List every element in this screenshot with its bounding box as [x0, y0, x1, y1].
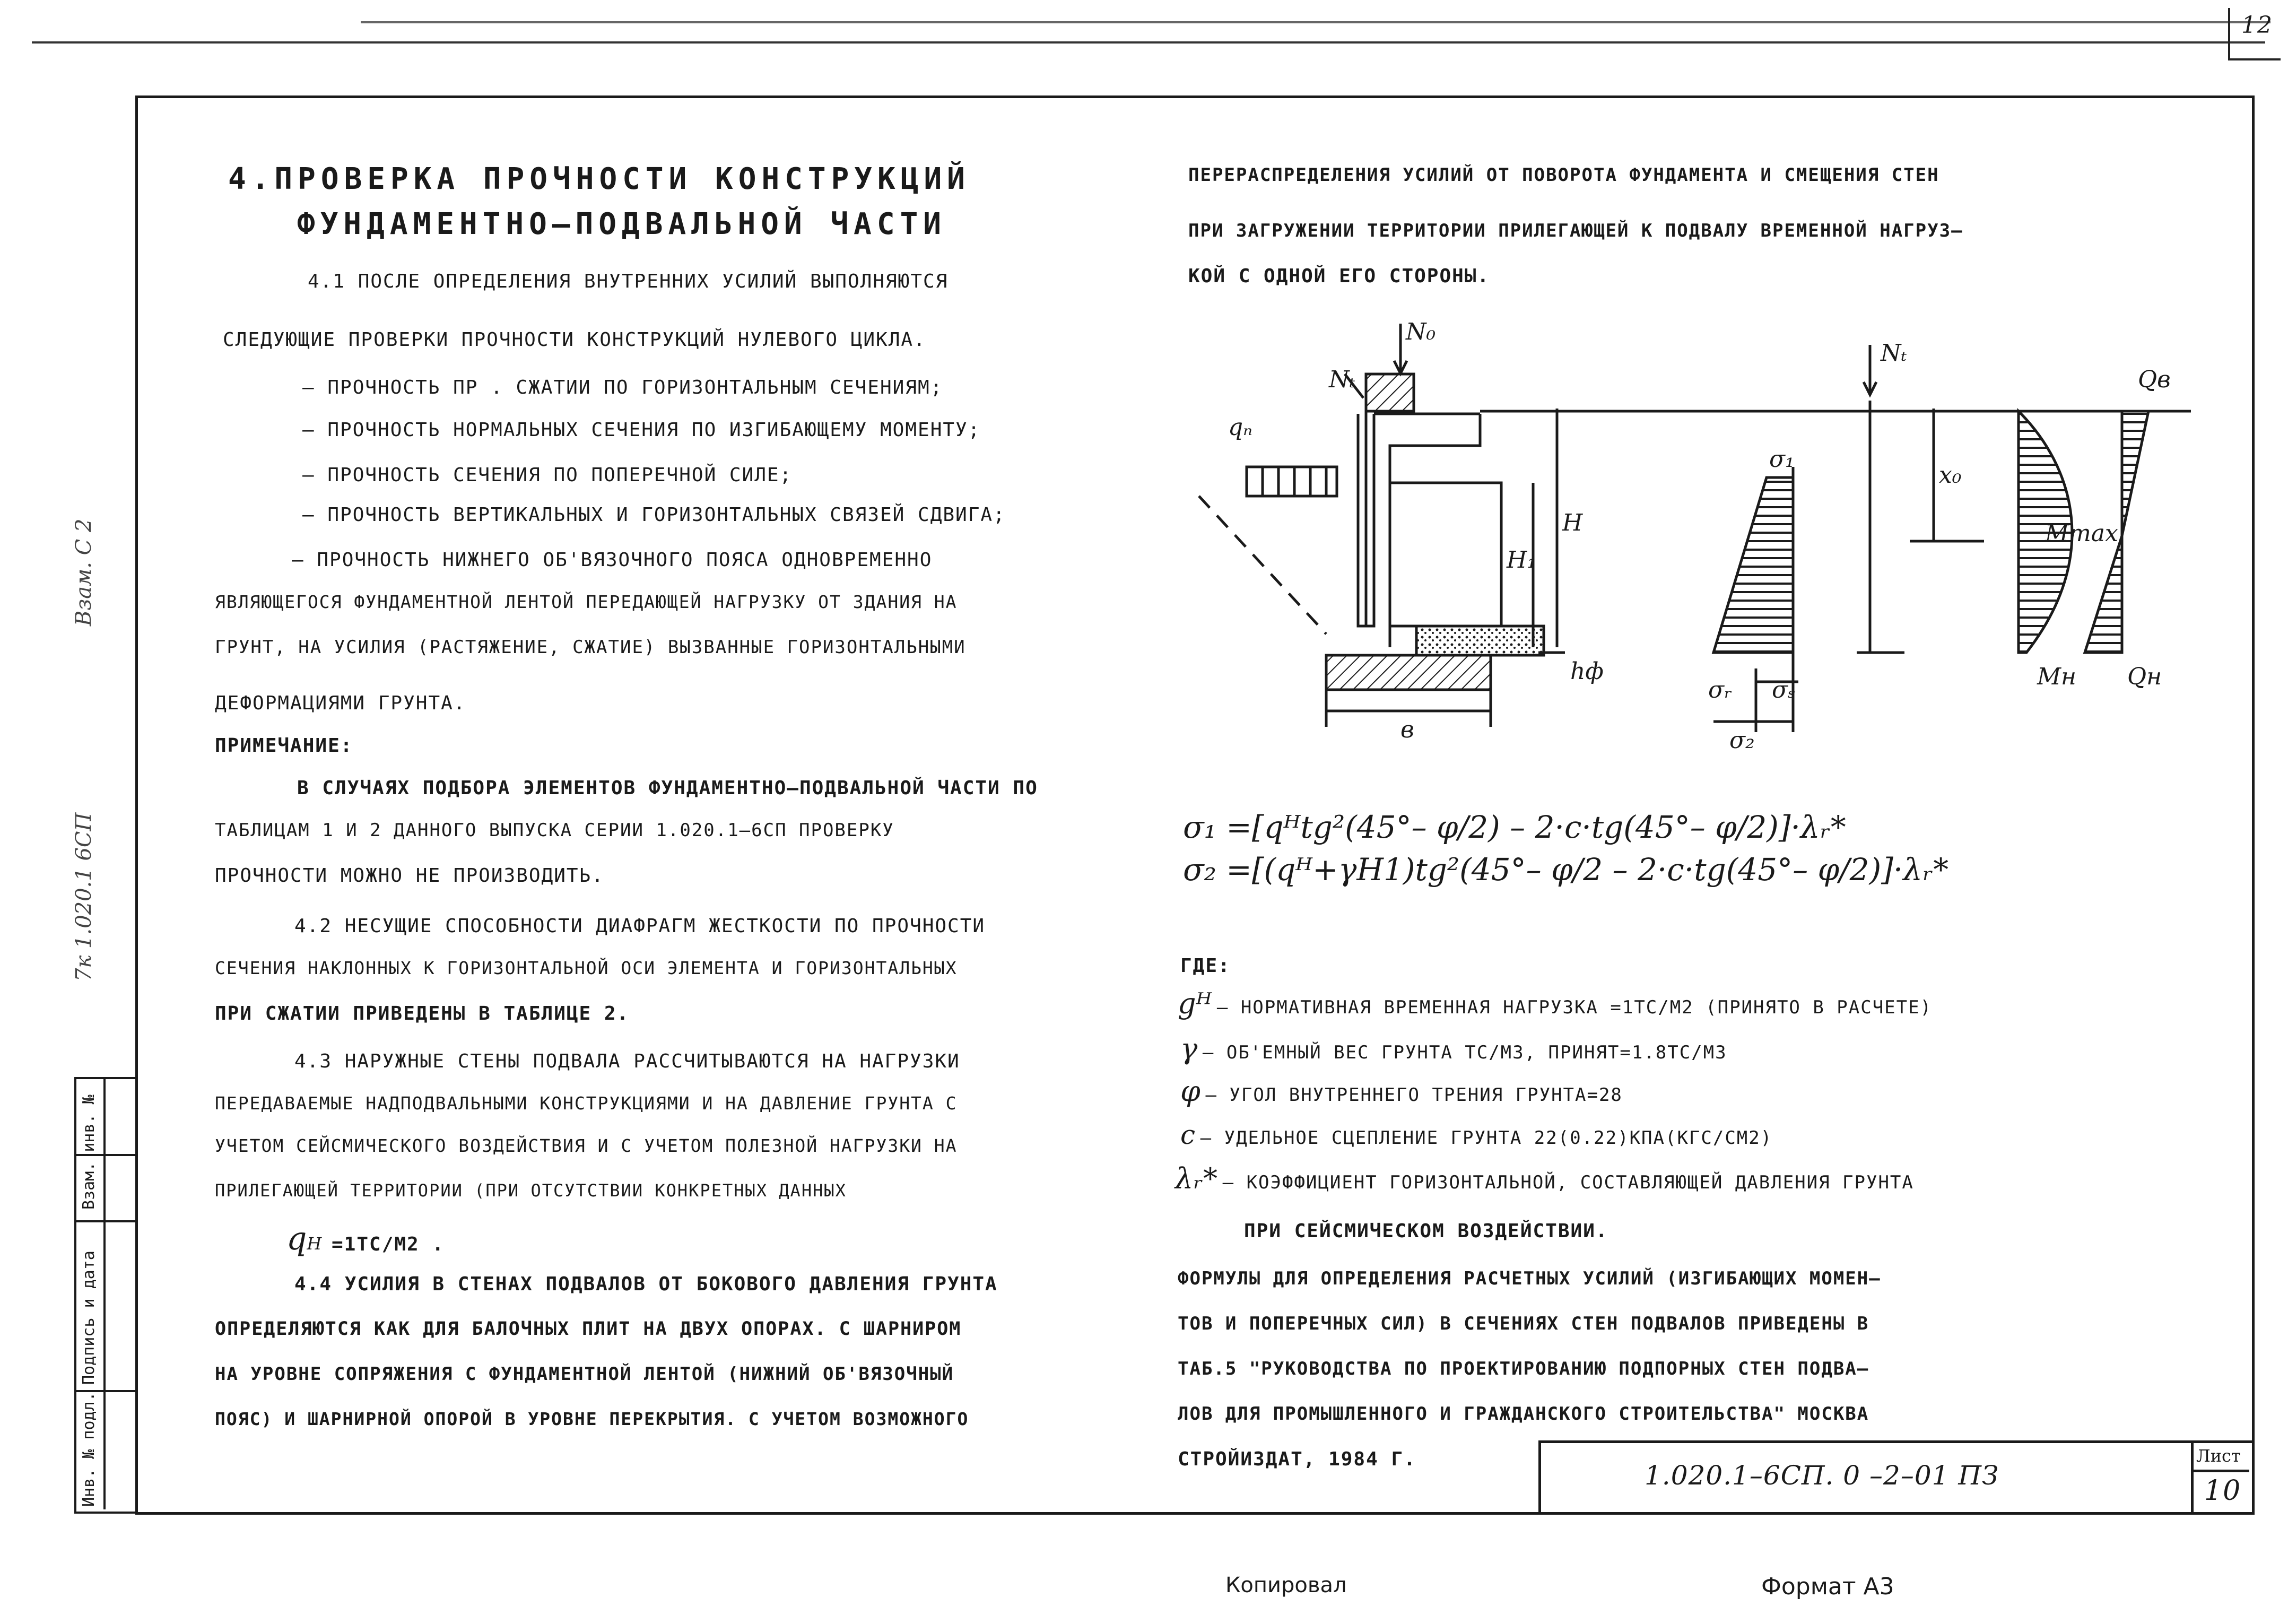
side-text-2: 7к 1.020.1 6СП — [72, 812, 96, 982]
left-line-16: СЕЧЕНИЯ НАКЛОННЫХ К ГОРИЗОНТАЛЬНОЙ ОСИ ЭЛЕМЕНТА И ГОРИЗОНТАЛЬНЫХ — [215, 958, 958, 978]
left-line-15: 4.2 НЕСУЩИЕ СПОСОБНОСТИ ДИАФРАГМ ЖЕСТКОСТИ ПО ПРОЧНОСТИ — [294, 915, 986, 937]
doc-code: 1.020.1–6СП. 0 –2–01 ПЗ — [1645, 1460, 1999, 1491]
sheet-number: 10 — [2204, 1475, 2242, 1507]
right-bottom-line-5: СТРОЙИЗДАТ, 1984 Г. — [1178, 1448, 1416, 1470]
left-line-7: – ПРОЧНОСТЬ НИЖНЕГО ОБ'ВЯЗОЧНОГО ПОЯСА ОДНОВРЕМЕННО — [292, 549, 933, 571]
left-line-22: =1ТС/М2 . — [332, 1234, 445, 1255]
legend-sym-2: γ — [1180, 1032, 1198, 1065]
right-top-line-2: ПРИ ЗАГРУЖЕНИИ ТЕРРИТОРИИ ПРИЛЕГАЮЩЕЙ К ПОДВАЛУ ВРЕМЕННОЙ НАГРУЗ– — [1188, 220, 1963, 241]
left-line-14: ПРОЧНОСТИ МОЖНО НЕ ПРОИЗВОДИТЬ. — [215, 865, 604, 887]
label-sigma-r: σᵣ — [1708, 676, 1733, 704]
right-bottom-line-1: ФОРМУЛЫ ДЛЯ ОПРЕДЕЛЕНИЯ РАСЧЕТНЫХ УСИЛИЙ (ИЗГИБАЮЩИХ МОМЕН– — [1178, 1268, 1881, 1289]
legend-item-1 — [1178, 987, 1932, 1020]
left-line-21: ПРИЛЕГАЮЩЕЙ ТЕРРИТОРИИ (ПРИ ОТСУТСТВИИ КОНКРЕТНЫХ ДАННЫХ — [215, 1180, 847, 1201]
top-border-line — [32, 41, 2265, 44]
legend-text-2: – ОБ'ЕМНЫЙ ВЕС ГРУНТА ТС/М3, ПРИНЯТ=1.8ТС/М3 — [1202, 1042, 1727, 1063]
left-line-24: ОПРЕДЕЛЯЮТСЯ КАК ДЛЯ БАЛОЧНЫХ ПЛИТ НА ДВУХ ОПОРАХ. С ШАРНИРОМ — [215, 1318, 962, 1340]
left-line-11: ПРИМЕЧАНИЕ: — [215, 735, 353, 757]
label-sigma2: σ₂ — [1729, 727, 1755, 754]
label-b: в — [1400, 716, 1414, 743]
left-line-19: ПЕРЕДАВАЕМЫЕ НАДПОДВАЛЬНЫМИ КОНСТРУКЦИЯМИ И НА ДАВЛЕНИЕ ГРУНТА С — [215, 1093, 958, 1114]
left-line-3: – ПРОЧНОСТЬ ПР . СЖАТИИ ПО ГОРИЗОНТАЛЬНЫМ СЕЧЕНИЯМ; — [302, 377, 943, 398]
legend-sym-4: c — [1180, 1119, 1196, 1150]
side-strip-divider — [103, 1077, 106, 1509]
section-heading-line1: 4.ПРОВЕРКА ПРОЧНОСТИ КОНСТРУКЦИЙ — [228, 162, 970, 196]
title-block-sheet-divider — [2191, 1470, 2249, 1472]
legend-text-1: – НОРМАТИВНАЯ ВРЕМЕННАЯ НАГРУЗКА =1ТС/М2 (ПРИНЯТО В РАСЧЕТЕ) — [1216, 997, 1933, 1018]
left-line-10: ДЕФОРМАЦИЯМИ ГРУНТА. — [215, 692, 466, 714]
label-hf: hф — [1570, 658, 1604, 685]
formula-sigma2: σ₂ =[(qᴴ+γH1)tg²(45°– φ/2 – 2·c·tg(45°– φ/2)]·λᵣ* — [1183, 852, 1949, 888]
side-col-3: Взам. инв. № — [80, 1095, 98, 1210]
left-line-18: 4.3 НАРУЖНЫЕ СТЕНЫ ПОДВАЛА РАССЧИТЫВАЮТСЯ НА НАГРУЗКИ — [294, 1050, 960, 1072]
footer-format: Формат А3 — [1761, 1573, 1894, 1600]
legend-cont: ПРИ СЕЙСМИЧЕСКОМ ВОЗДЕЙСТВИИ. — [1244, 1220, 1608, 1242]
label-q-h: Qн — [2127, 663, 2162, 690]
label-m-h: Mн — [2037, 663, 2077, 690]
sheet-label: Лист — [2196, 1446, 2241, 1466]
section-heading-line2: ФУНДАМЕНТНО–ПОДВАЛЬНОЙ ЧАСТИ — [297, 207, 947, 241]
right-bottom-line-4: ЛОВ ДЛЯ ПРОМЫШЛЕННОГО И ГРАЖДАНСКОГО СТРОИТЕЛЬСТВА" МОСКВА — [1178, 1403, 1869, 1425]
left-line-5: – ПРОЧНОСТЬ СЕЧЕНИЯ ПО ПОПЕРЕЧНОЙ СИЛЕ; — [302, 464, 793, 486]
right-top-line-3: КОЙ С ОДНОЙ ЕГО СТОРОНЫ. — [1188, 265, 1490, 287]
label-n-beam: Nₜ — [1881, 340, 1907, 367]
left-line-17: ПРИ СЖАТИИ ПРИВЕДЕНЫ В ТАБЛИЦЕ 2. — [215, 1003, 630, 1024]
label-n-left: Nₜ — [1329, 366, 1355, 393]
legend-title: ГДЕ: — [1180, 955, 1231, 977]
formula-sigma1: σ₁ =[qᴴtg²(45°– φ/2) – 2·c·tg(45°– φ/2)]·λᵣ* — [1183, 809, 1846, 845]
side-strip-h2 — [74, 1220, 135, 1222]
left-line-1: 4.1 ПОСЛЕ ОПРЕДЕЛЕНИЯ ВНУТРЕННИХ УСИЛИЙ ВЫПОЛНЯЮТСЯ — [308, 271, 949, 292]
foundation-diagram — [1167, 308, 2202, 759]
label-n-top: N₀ — [1406, 318, 1436, 345]
label-sigma-s: σₛ — [1772, 676, 1796, 704]
left-line-13: ТАБЛИЦАМ 1 И 2 ДАННОГО ВЫПУСКА СЕРИИ 1.020.1–6СП ПРОВЕРКУ — [215, 820, 894, 841]
label-h1: H₁ — [1507, 546, 1537, 574]
label-q-top: Qв — [2138, 366, 2171, 393]
left-line-9: ГРУНТ, НА УСИЛИЯ (РАСТЯЖЕНИЕ, СЖАТИЕ) ВЫЗВАННЫЕ ГОРИЗОНТАЛЬНЫМИ — [215, 637, 966, 658]
right-bottom-line-2: ТОВ И ПОПЕРЕЧНЫХ СИЛ) В СЕЧЕНИЯХ СТЕН ПОДВАЛОВ ПРИВЕДЕНЫ В — [1178, 1313, 1869, 1334]
label-sigma1: σ₁ — [1769, 446, 1795, 473]
left-line-2: СЛЕДУЮЩИЕ ПРОВЕРКИ ПРОЧНОСТИ КОНСТРУКЦИЙ НУЛЕВОГО ЦИКЛА. — [223, 329, 926, 351]
label-q-load: qₙ — [1228, 414, 1252, 441]
side-col-1: Инв. № подл. — [80, 1392, 98, 1507]
left-line-12: В СЛУЧАЯХ ПОДБОРА ЭЛЕМЕНТОВ ФУНДАМЕНТНО–ПОДВАЛЬНОЙ ЧАСТИ ПО — [297, 777, 1038, 799]
label-m-max: Mmax — [2045, 520, 2118, 547]
qn-symbol — [286, 1220, 321, 1257]
label-h: H — [1562, 509, 1583, 536]
legend-text-4: – УДЕЛЬНОЕ СЦЕПЛЕНИЕ ГРУНТА 22(0.22)КПА(КГС/СМ2) — [1200, 1127, 1773, 1149]
legend-item-4 — [1180, 1119, 1772, 1150]
legend-item-2 — [1180, 1032, 1727, 1065]
legend-text-5: – КОЭФФИЦИЕНТ ГОРИЗОНТАЛЬНОЙ, СОСТАВЛЯЮЩЕЙ ДАВЛЕНИЯ ГРУНТА — [1222, 1172, 1914, 1193]
legend-item-3 — [1180, 1074, 1623, 1108]
left-line-4: – ПРОЧНОСТЬ НОРМАЛЬНЫХ СЕЧЕНИЯ ПО ИЗГИБАЮЩЕМУ МОМЕНТУ; — [302, 419, 981, 441]
top-border-line-upper — [361, 21, 2270, 23]
qn-symbol-q: q — [286, 1220, 307, 1257]
legend-sym-3: φ — [1180, 1074, 1200, 1108]
side-col-2: Подпись и дата — [80, 1250, 98, 1385]
label-x0: x₀ — [1939, 462, 1962, 489]
legend-text-3: – УГОЛ ВНУТРЕННЕГО ТРЕНИЯ ГРУНТА=28 — [1205, 1084, 1623, 1106]
page-number-top: 12 — [2241, 12, 2273, 39]
left-line-26: ПОЯС) И ШАРНИРНОЙ ОПОРОЙ В УРОВНЕ ПЕРЕКРЫТИЯ. С УЧЕТОМ ВОЗМОЖНОГО — [215, 1409, 969, 1429]
title-block-divider — [2191, 1440, 2194, 1512]
left-line-8: ЯВЛЯЮЩЕГОСЯ ФУНДАМЕНТНОЙ ЛЕНТОЙ ПЕРЕДАЮЩЕЙ НАГРУЗКУ ОТ ЗДАНИЯ НА — [215, 592, 958, 612]
right-bottom-line-3: ТАБ.5 "РУКОВОДСТВА ПО ПРОЕКТИРОВАНИЮ ПОДПОРНЫХ СТЕН ПОДВА– — [1178, 1358, 1869, 1379]
left-line-6: – ПРОЧНОСТЬ ВЕРТИКАЛЬНЫХ И ГОРИЗОНТАЛЬНЫХ СВЯЗЕЙ СДВИГА; — [302, 504, 1006, 526]
legend-sym-1: gᴴ — [1178, 987, 1212, 1020]
left-line-25: НА УРОВНЕ СОПРЯЖЕНИЯ С ФУНДАМЕНТНОЙ ЛЕНТОЙ (НИЖНИЙ ОБ'ВЯЗОЧНЫЙ — [215, 1364, 954, 1385]
right-top-line-1: ПЕРЕРАСПРЕДЕЛЕНИЯ УСИЛИЙ ОТ ПОВОРОТА ФУНДАМЕНТА И СМЕЩЕНИЯ СТЕН — [1188, 164, 1939, 186]
qn-symbol-sub: Н — [307, 1234, 322, 1254]
side-text-1: Взам. С 2 — [72, 518, 96, 626]
legend-sym-5: λᵣ* — [1175, 1162, 1217, 1195]
legend-item-5 — [1175, 1162, 1914, 1195]
footer-copied: Копировал — [1225, 1573, 1347, 1597]
left-line-20: УЧЕТОМ СЕЙСМИЧЕСКОГО ВОЗДЕЙСТВИЯ И С УЧЕТОМ ПОЛЕЗНОЙ НАГРУЗКИ НА — [215, 1135, 958, 1156]
left-line-23: 4.4 УСИЛИЯ В СТЕНАХ ПОДВАЛОВ ОТ БОКОВОГО ДАВЛЕНИЯ ГРУНТА — [294, 1273, 998, 1295]
